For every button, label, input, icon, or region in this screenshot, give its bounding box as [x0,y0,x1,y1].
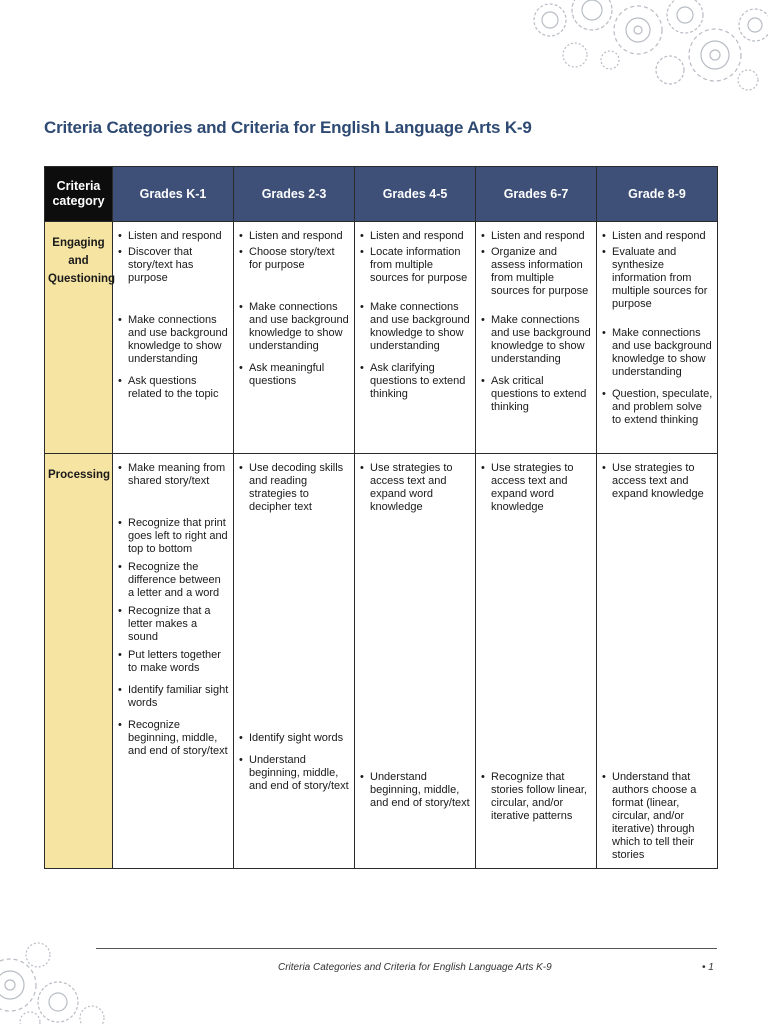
criteria-cell [234,454,355,869]
list-item: • Make connections and use background knowledge to show understanding [359,301,471,353]
criteria-cell [355,222,476,454]
footer-title: Criteria Categories and Criteria for English Language Arts K-9 [278,962,552,973]
list-item: • Use decoding skills and reading strategies to decipher text [238,462,350,514]
table-row [45,222,718,454]
list-item: • Listen and respond [480,230,592,243]
page-title: Criteria Categories and Criteria for English Language Arts K-9 [44,118,532,137]
criteria-cell [113,222,234,454]
list-item: • Recognize beginning, middle, and end of story/text [117,719,229,758]
list-item: • Choose story/text for purpose [238,246,350,272]
criteria-category-cell: Processing [45,454,113,869]
criteria-list [359,462,471,810]
list-item: • Put letters together to make words [117,649,229,675]
list-item: • Listen and respond [238,230,350,243]
table-header-row [45,167,718,222]
list-item: • Ask questions related to the topic [117,375,229,401]
header-grade-8-9: Grade 8-9 [597,167,718,222]
list-item: • Recognize that a letter makes a sound [117,605,229,644]
criteria-table [44,166,718,869]
list-item: • Recognize the difference between a letter and a word [117,561,229,600]
criteria-cell [113,454,234,869]
list-item: • Make connections and use background knowledge to show understanding [601,327,713,379]
list-item: • Ask clarifying questions to extend thinking [359,362,471,401]
decorative-gears-top [520,0,768,100]
decorative-gears-bottom [0,930,110,1024]
header-grades-4-5: Grades 4-5 [355,167,476,222]
list-item: • Use strategies to access text and expand knowledge [601,462,713,501]
criteria-list [359,230,471,401]
criteria-cell [476,454,597,869]
list-item: • Question, speculate, and problem solve to extend thinking [601,388,713,427]
criteria-list [601,462,713,862]
list-item: • Ask critical questions to extend thinking [480,375,592,414]
list-item: • Ask meaningful questions [238,362,350,388]
header-grades-k-1: Grades K-1 [113,167,234,222]
criteria-cell [597,454,718,869]
list-item: • Organize and assess information from multiple sources for purpose [480,246,592,298]
header-grades-2-3: Grades 2-3 [234,167,355,222]
list-item: • Make connections and use background knowledge to show understanding [480,314,592,366]
list-item: • Understand that authors choose a format (linear, circular, and/or iterative) through which to tell their stories [601,771,713,862]
criteria-list [601,230,713,427]
list-item: • Make connections and use background knowledge to show understanding [238,301,350,353]
criteria-cell [355,454,476,869]
list-item: • Listen and respond [359,230,471,243]
criteria-list [117,462,229,758]
list-item: • Identify sight words [238,732,350,745]
list-item: • Use strategies to access text and expand word knowledge [359,462,471,514]
list-item: • Locate information from multiple sources for purpose [359,246,471,285]
list-item: • Discover that story/text has purpose [117,246,229,285]
criteria-category-cell: Engaging and Questioning [45,222,113,454]
criteria-list [238,230,350,388]
criteria-list [117,230,229,401]
header-grades-6-7: Grades 6-7 [476,167,597,222]
list-item: • Recognize that stories follow linear, circular, and/or iterative patterns [480,771,592,823]
page-number: • 1 [702,962,714,973]
list-item: • Recognize that print goes left to right and top to bottom [117,517,229,556]
list-item: • Use strategies to access text and expand word knowledge [480,462,592,514]
list-item: • Understand beginning, middle, and end of story/text [238,754,350,793]
list-item: • Understand beginning, middle, and end of story/text [359,771,471,810]
table-row [45,454,718,869]
criteria-list [480,230,592,414]
criteria-list [480,462,592,823]
list-item: • Make meaning from shared story/text [117,462,229,488]
footer-divider [96,948,717,949]
criteria-cell [597,222,718,454]
list-item: • Listen and respond [117,230,229,243]
criteria-cell [234,222,355,454]
criteria-cell [476,222,597,454]
list-item: • Listen and respond [601,230,713,243]
header-criteria-category: Criteria category [45,167,113,222]
list-item: • Evaluate and synthesize information from multiple sources for purpose [601,246,713,311]
list-item: • Identify familiar sight words [117,684,229,710]
criteria-list [238,462,350,793]
list-item: • Make connections and use background knowledge to show understanding [117,314,229,366]
